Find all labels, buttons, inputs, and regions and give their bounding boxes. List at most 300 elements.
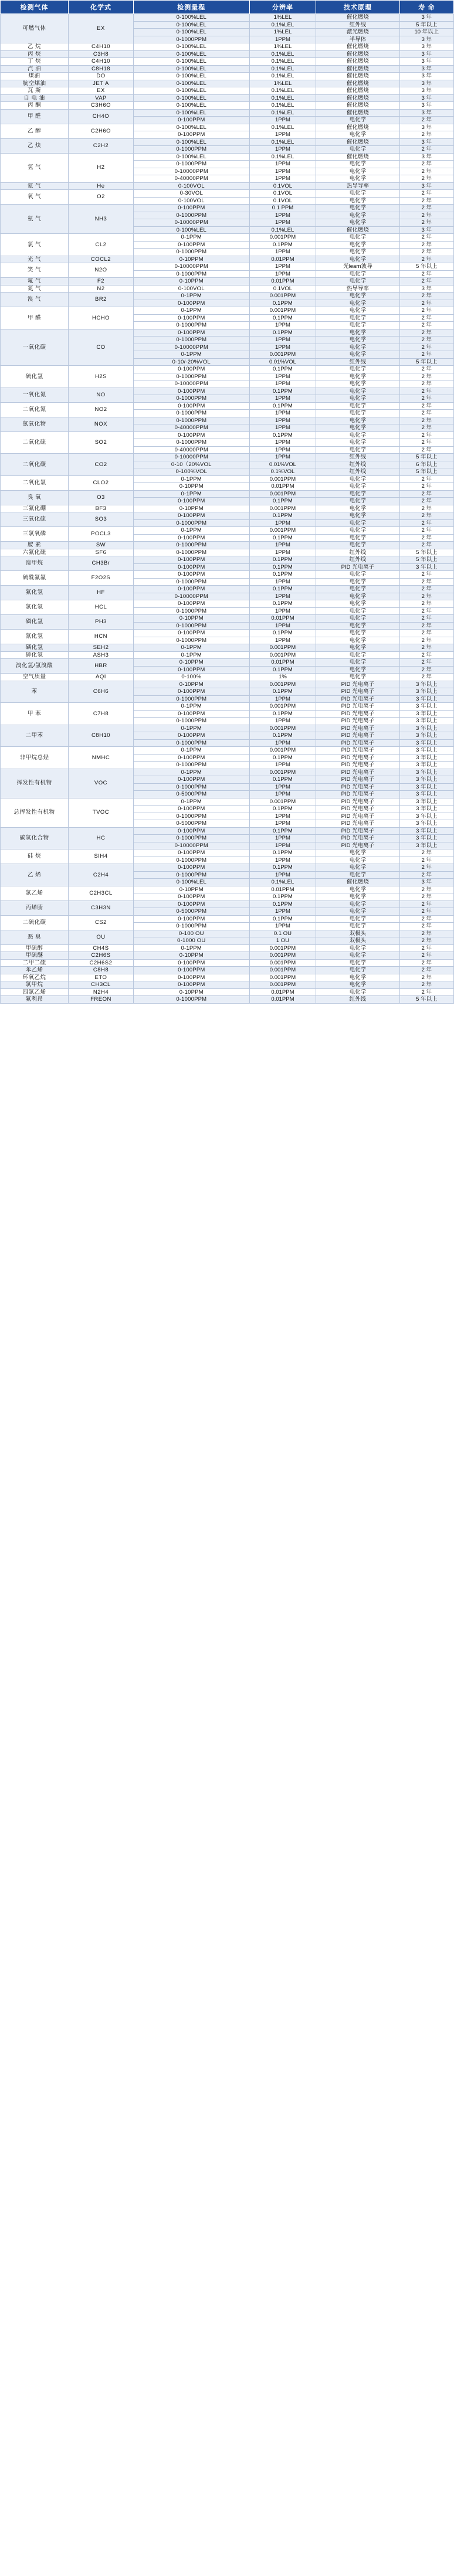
table-row: [1, 915, 454, 923]
cell-lifetime: 3 年以上: [399, 783, 453, 791]
cell-technology: 电化学: [316, 205, 399, 212]
cell-technology: PID 光电离子: [316, 827, 399, 835]
cell-resolution: 0.1PPM: [249, 776, 316, 784]
cell-detection-range: 0-40000PPM: [133, 446, 249, 454]
cell-chemical-formula: C2H6O: [69, 124, 134, 138]
table-header: [1, 1, 454, 14]
cell-detection-range: 0-1000PPM: [133, 835, 249, 842]
table-row: [1, 747, 454, 755]
cell-technology: PID 光电离子: [316, 798, 399, 806]
cell-resolution: 0.1PPM: [249, 849, 316, 857]
table-row: [1, 417, 454, 424]
cell-gas-name: 氟利昂: [1, 996, 69, 1004]
cell-detection-range: 0-1000PPM: [133, 146, 249, 154]
cell-detection-range: 0-1000PPM: [133, 923, 249, 930]
cell-technology: 电化学: [316, 300, 399, 307]
cell-detection-range: 0-100%LEL: [133, 58, 249, 66]
cell-resolution: 1PPM: [249, 835, 316, 842]
cell-gas-name: 三氯氧磷: [1, 527, 69, 542]
table-row: [1, 190, 454, 198]
cell-technology: 电化学: [316, 586, 399, 593]
table-row: [1, 944, 454, 952]
table-row: [1, 153, 454, 161]
cell-detection-range: 0-100%LEL: [133, 153, 249, 161]
cell-detection-range: 0-1PPM: [133, 527, 249, 535]
cell-detection-range: 0-100%LEL: [133, 102, 249, 110]
cell-resolution: 0.1PPM: [249, 630, 316, 637]
cell-technology: 电化学: [316, 527, 399, 535]
cell-technology: 电化学: [316, 893, 399, 901]
cell-technology: 红外线: [316, 996, 399, 1004]
cell-detection-range: 0-100PPM: [133, 366, 249, 373]
cell-detection-range: 0-100PPM: [133, 402, 249, 410]
cell-resolution: 0.1PPM: [249, 388, 316, 395]
cell-resolution: 1 OU: [249, 937, 316, 945]
table-row: [1, 952, 454, 960]
table-row: [1, 659, 454, 667]
cell-technology: 电化学: [316, 974, 399, 981]
cell-resolution: 1PPM: [249, 263, 316, 271]
table-row: [1, 988, 454, 996]
cell-technology: PID 光电离子: [316, 776, 399, 784]
cell-detection-range: 0-40000PPM: [133, 175, 249, 183]
cell-chemical-formula: ASH3: [69, 651, 134, 659]
cell-detection-range: 0-100PPM: [133, 827, 249, 835]
cell-chemical-formula: NOX: [69, 417, 134, 431]
cell-technology: 电化学: [316, 388, 399, 395]
cell-resolution: 1PPM: [249, 542, 316, 549]
cell-technology: PID 光电离子: [316, 739, 399, 747]
table-row: [1, 542, 454, 549]
cell-technology: 电化学: [316, 431, 399, 439]
cell-detection-range: 0-100%LEL: [133, 80, 249, 87]
cell-detection-range: 0-100PPM: [133, 117, 249, 124]
cell-detection-range: 0-100VOL: [133, 197, 249, 205]
cell-detection-range: 0-1000PPM: [133, 249, 249, 256]
table-row: [1, 849, 454, 857]
cell-technology: 电化学: [316, 637, 399, 644]
cell-detection-range: 0-10000PPM: [133, 454, 249, 461]
cell-technology: 电化学: [316, 475, 399, 483]
cell-detection-range: 0-100VOL: [133, 285, 249, 293]
cell-detection-range: 0-10000PPM: [133, 344, 249, 351]
cell-technology: 红外线: [316, 468, 399, 476]
cell-chemical-formula: C8H10: [69, 725, 134, 747]
cell-lifetime: 3 年以上: [399, 754, 453, 762]
cell-detection-range: 0-10000PPM: [133, 593, 249, 600]
cell-resolution: 1PPM: [249, 842, 316, 849]
cell-technology: 电化学: [316, 886, 399, 893]
table-row: [1, 285, 454, 293]
cell-resolution: 0.1VOL: [249, 182, 316, 190]
cell-detection-range: 0-10000PPM: [133, 380, 249, 388]
cell-technology: 电化学: [316, 666, 399, 674]
cell-detection-range: 0-1000PPM: [133, 161, 249, 168]
table-row: [1, 454, 454, 461]
cell-detection-range: 0-100PPM: [133, 666, 249, 674]
cell-technology: 电化学: [316, 915, 399, 923]
cell-technology: 电化学: [316, 944, 399, 952]
cell-resolution: 1PPM: [249, 117, 316, 124]
cell-resolution: 1PPM: [249, 871, 316, 879]
cell-gas-name: 环氧乙烷: [1, 974, 69, 981]
table-row: [1, 967, 454, 974]
cell-gas-name: 二硫化碳: [1, 915, 69, 930]
cell-gas-name: 溴 气: [1, 293, 69, 307]
column-header-gas: 检测气体: [1, 1, 69, 14]
cell-resolution: 0.1PPM: [249, 512, 316, 520]
cell-resolution: 0.001PPM: [249, 981, 316, 989]
cell-technology: 电化学: [316, 314, 399, 322]
cell-detection-range: 0-1000PPM: [133, 542, 249, 549]
cell-lifetime: 3 年以上: [399, 762, 453, 769]
cell-chemical-formula: EX: [69, 87, 134, 95]
cell-gas-name: 航空煤油: [1, 80, 69, 87]
cell-gas-name: 二氧化氯: [1, 475, 69, 490]
cell-lifetime: 2 年: [399, 205, 453, 212]
cell-technology: 电化学: [316, 175, 399, 183]
cell-lifetime: 3 年以上: [399, 688, 453, 696]
cell-resolution: 1%LEL: [249, 29, 316, 36]
cell-detection-range: 0-100PPM: [133, 806, 249, 813]
cell-lifetime: 2 年: [399, 366, 453, 373]
cell-lifetime: 3 年以上: [399, 769, 453, 776]
cell-chemical-formula: C6H6: [69, 681, 134, 703]
cell-gas-name: 自 电 油: [1, 94, 69, 102]
cell-resolution: 0.1PPM: [249, 366, 316, 373]
cell-resolution: 0.001PPM: [249, 952, 316, 960]
cell-technology: 热导导率: [316, 182, 399, 190]
cell-resolution: 1%LEL: [249, 80, 316, 87]
table-row: [1, 205, 454, 212]
cell-technology: 电化学: [316, 534, 399, 542]
cell-detection-range: 0-100PPM: [133, 563, 249, 571]
cell-resolution: 1PPM: [249, 410, 316, 417]
cell-detection-range: 0-100PPM: [133, 586, 249, 593]
cell-resolution: 1PPM: [249, 454, 316, 461]
cell-lifetime: 3 年以上: [399, 820, 453, 828]
cell-lifetime: 2 年: [399, 175, 453, 183]
cell-resolution: 1PPM: [249, 607, 316, 615]
cell-technology: 电化学: [316, 322, 399, 329]
cell-lifetime: 2 年: [399, 849, 453, 857]
cell-detection-range: 0-100%: [133, 674, 249, 681]
cell-lifetime: 3 年: [399, 87, 453, 95]
cell-resolution: 0.01PPM: [249, 886, 316, 893]
cell-technology: 电化学: [316, 117, 399, 124]
table-row: [1, 674, 454, 681]
cell-lifetime: 2 年: [399, 212, 453, 219]
cell-gas-name: 苯: [1, 681, 69, 703]
cell-lifetime: 2 年: [399, 542, 453, 549]
table-row: [1, 278, 454, 286]
cell-detection-range: 0-100%LEL: [133, 879, 249, 886]
cell-lifetime: 2 年: [399, 424, 453, 432]
cell-resolution: 1PPM: [249, 373, 316, 380]
cell-lifetime: 2 年: [399, 337, 453, 344]
cell-resolution: 1%LEL: [249, 14, 316, 22]
cell-chemical-formula: N2H4: [69, 988, 134, 996]
cell-resolution: 0.1PPM: [249, 600, 316, 608]
cell-lifetime: 3 年以上: [399, 827, 453, 835]
cell-gas-name: 光 气: [1, 256, 69, 263]
cell-technology: 电化学: [316, 615, 399, 623]
cell-detection-range: 0-10000PPM: [133, 263, 249, 271]
cell-gas-name: 可燃气体: [1, 14, 69, 43]
table-row: [1, 600, 454, 608]
table-row: [1, 512, 454, 520]
cell-detection-range: 0-100 OU: [133, 930, 249, 937]
cell-resolution: 1PPM: [249, 161, 316, 168]
cell-resolution: 1PPM: [249, 783, 316, 791]
cell-technology: PID 光电离子: [316, 563, 399, 571]
cell-lifetime: 2 年: [399, 197, 453, 205]
cell-technology: 红外线: [316, 358, 399, 366]
cell-resolution: 1PPM: [249, 446, 316, 454]
cell-lifetime: 2 年: [399, 651, 453, 659]
cell-gas-name: 氮 气: [1, 285, 69, 293]
cell-detection-range: 0-100PPM: [133, 710, 249, 718]
cell-technology: PID 光电离子: [316, 820, 399, 828]
cell-chemical-formula: C8H18: [69, 65, 134, 73]
cell-technology: 电化学: [316, 380, 399, 388]
cell-detection-range: 0-1000PPM: [133, 417, 249, 424]
cell-technology: 电化学: [316, 293, 399, 300]
cell-resolution: 0.1%LEL: [249, 124, 316, 131]
table-row: [1, 109, 454, 117]
cell-chemical-formula: VAP: [69, 94, 134, 102]
cell-resolution: 0.001PPM: [249, 351, 316, 359]
table-row: [1, 586, 454, 593]
cell-lifetime: 3 年以上: [399, 725, 453, 732]
cell-lifetime: 3 年以上: [399, 710, 453, 718]
cell-lifetime: 2 年: [399, 659, 453, 667]
cell-detection-range: 0-1000PPM: [133, 270, 249, 278]
cell-technology: PID 光电离子: [316, 710, 399, 718]
column-header-technology: 技术原理: [316, 1, 399, 14]
cell-chemical-formula: CL2: [69, 234, 134, 256]
cell-technology: 电化学: [316, 410, 399, 417]
cell-technology: 电化学: [316, 981, 399, 989]
cell-chemical-formula: VOC: [69, 769, 134, 798]
cell-lifetime: 2 年: [399, 402, 453, 410]
table-row: [1, 14, 454, 22]
cell-lifetime: 3 年: [399, 58, 453, 66]
cell-lifetime: 2 年: [399, 293, 453, 300]
cell-resolution: 0.001PPM: [249, 644, 316, 652]
cell-chemical-formula: C2H4: [69, 864, 134, 886]
cell-resolution: 0.001PPM: [249, 967, 316, 974]
cell-detection-range: 0-10PPM: [133, 256, 249, 263]
cell-resolution: 0.01PPM: [249, 988, 316, 996]
cell-chemical-formula: CLO2: [69, 475, 134, 490]
cell-gas-name: 挥发性有机物: [1, 769, 69, 798]
cell-technology: 催化燃烧: [316, 87, 399, 95]
cell-lifetime: 3 年: [399, 94, 453, 102]
cell-detection-range: 0-100PPM: [133, 981, 249, 989]
cell-lifetime: 2 年: [399, 981, 453, 989]
cell-technology: 电化学: [316, 270, 399, 278]
cell-resolution: 0.1PPM: [249, 534, 316, 542]
cell-lifetime: 2 年: [399, 475, 453, 483]
cell-technology: 电化学: [316, 249, 399, 256]
cell-technology: 电化学: [316, 131, 399, 139]
cell-lifetime: 2 年: [399, 622, 453, 630]
cell-technology: 电化学: [316, 439, 399, 447]
cell-resolution: 0.01PPM: [249, 256, 316, 263]
cell-gas-name: 四氯乙烯: [1, 988, 69, 996]
cell-chemical-formula: SF6: [69, 549, 134, 556]
cell-lifetime: 3 年以上: [399, 813, 453, 820]
cell-gas-name: 甲 醛: [1, 307, 69, 329]
cell-lifetime: 2 年: [399, 637, 453, 644]
cell-lifetime: 2 年: [399, 314, 453, 322]
cell-lifetime: 2 年: [399, 527, 453, 535]
cell-technology: 电化学: [316, 256, 399, 263]
cell-lifetime: 2 年: [399, 219, 453, 227]
cell-resolution: 0.1%VOL: [249, 468, 316, 476]
cell-lifetime: 2 年: [399, 974, 453, 981]
cell-lifetime: 5 年以上: [399, 454, 453, 461]
cell-resolution: 1PPM: [249, 578, 316, 586]
cell-resolution: 0.001PPM: [249, 527, 316, 535]
cell-lifetime: 5 年以上: [399, 996, 453, 1004]
cell-gas-name: 氦 气: [1, 182, 69, 190]
cell-detection-range: 0-10PPM: [133, 681, 249, 688]
cell-lifetime: 2 年: [399, 168, 453, 175]
cell-lifetime: 3 年以上: [399, 806, 453, 813]
cell-chemical-formula: JET A: [69, 80, 134, 87]
cell-detection-range: 0-100PPM: [133, 388, 249, 395]
cell-detection-range: 0-1PPM: [133, 307, 249, 315]
cell-resolution: 0.1%LEL: [249, 94, 316, 102]
cell-chemical-formula: FREON: [69, 996, 134, 1004]
table-row: [1, 505, 454, 512]
gas-sensor-spec-table: [0, 0, 454, 1004]
cell-lifetime: 2 年: [399, 600, 453, 608]
table-row: [1, 996, 454, 1004]
cell-technology: 电化学: [316, 351, 399, 359]
cell-detection-range: 0-1000PPM: [133, 607, 249, 615]
cell-gas-name: 氯化氢: [1, 600, 69, 615]
cell-technology: 催化燃烧: [316, 14, 399, 22]
cell-lifetime: 3 年: [399, 124, 453, 131]
cell-lifetime: 2 年: [399, 586, 453, 593]
cell-detection-range: 0-1000PPM: [133, 373, 249, 380]
cell-lifetime: 3 年以上: [399, 747, 453, 755]
cell-lifetime: 2 年: [399, 505, 453, 512]
cell-gas-name: 一氧化氮: [1, 388, 69, 402]
cell-lifetime: 2 年: [399, 512, 453, 520]
cell-technology: 电化学: [316, 644, 399, 652]
cell-resolution: 0.1PPM: [249, 915, 316, 923]
table-row: [1, 556, 454, 564]
table-row: [1, 94, 454, 102]
table-row: [1, 930, 454, 937]
cell-technology: 催化燃烧: [316, 109, 399, 117]
cell-gas-name: 非甲烷总烃: [1, 747, 69, 769]
table-row: [1, 138, 454, 146]
cell-chemical-formula: CH3CL: [69, 981, 134, 989]
cell-technology: PID 光电离子: [316, 703, 399, 711]
cell-lifetime: 3 年: [399, 50, 453, 58]
cell-detection-range: 0-100PPM: [133, 893, 249, 901]
cell-resolution: 1PPM: [249, 439, 316, 447]
cell-technology: 电化学: [316, 402, 399, 410]
cell-technology: PID 光电离子: [316, 806, 399, 813]
cell-technology: 电化学: [316, 366, 399, 373]
cell-detection-range: 0-100PPM: [133, 864, 249, 872]
cell-resolution: 1%: [249, 674, 316, 681]
cell-resolution: 0.1%LEL: [249, 879, 316, 886]
table-row: [1, 124, 454, 131]
cell-resolution: 0.001PPM: [249, 769, 316, 776]
cell-chemical-formula: TVOC: [69, 798, 134, 827]
cell-lifetime: 3 年: [399, 182, 453, 190]
table-row: [1, 981, 454, 989]
cell-gas-name: 氮氧化物: [1, 417, 69, 431]
cell-resolution: 0.1VOL: [249, 190, 316, 198]
cell-resolution: 0.001PPM: [249, 959, 316, 967]
cell-gas-name: 恶 臭: [1, 930, 69, 944]
cell-detection-range: 0-100PPM: [133, 776, 249, 784]
cell-technology: 电化学: [316, 952, 399, 960]
cell-lifetime: 2 年: [399, 923, 453, 930]
cell-lifetime: 2 年: [399, 871, 453, 879]
cell-gas-name: 三氟化硼: [1, 505, 69, 512]
cell-lifetime: 3 年: [399, 36, 453, 43]
cell-technology: 电化学: [316, 483, 399, 491]
cell-chemical-formula: H2: [69, 153, 134, 182]
cell-resolution: 0.1%LEL: [249, 87, 316, 95]
cell-detection-range: 0-100PPM: [133, 732, 249, 740]
cell-technology: 电化学: [316, 161, 399, 168]
cell-lifetime: 5 年以上: [399, 549, 453, 556]
cell-gas-name: 丙烯腈: [1, 900, 69, 915]
cell-technology: 电化学: [316, 967, 399, 974]
cell-detection-range: 0-5000PPM: [133, 908, 249, 916]
cell-resolution: 1PPM: [249, 270, 316, 278]
cell-technology: 催化燃烧: [316, 226, 399, 234]
cell-lifetime: 3 年以上: [399, 835, 453, 842]
cell-lifetime: 5 年以上: [399, 21, 453, 29]
cell-resolution: 0.001PPM: [249, 681, 316, 688]
table-row: [1, 234, 454, 242]
cell-detection-range: 0-1000PPM: [133, 695, 249, 703]
cell-chemical-formula: HCN: [69, 630, 134, 644]
cell-technology: 电化学: [316, 600, 399, 608]
cell-lifetime: 2 年: [399, 886, 453, 893]
cell-resolution: 0.1PPM: [249, 893, 316, 901]
cell-gas-name: 甲硫醚: [1, 952, 69, 960]
cell-technology: 电化学: [316, 622, 399, 630]
cell-technology: 电化学: [316, 674, 399, 681]
cell-detection-range: 0-100PPM: [133, 630, 249, 637]
cell-gas-name: 乙 烷: [1, 43, 69, 51]
cell-chemical-formula: C2H2: [69, 138, 134, 153]
column-header-resolution: 分辨率: [249, 1, 316, 14]
cell-lifetime: 3 年: [399, 226, 453, 234]
cell-gas-name: 空气质量: [1, 674, 69, 681]
cell-resolution: 1PPM: [249, 380, 316, 388]
cell-detection-range: 0-100PPM: [133, 600, 249, 608]
cell-lifetime: 3 年以上: [399, 703, 453, 711]
cell-resolution: 1PPM: [249, 762, 316, 769]
cell-chemical-formula: ETO: [69, 974, 134, 981]
cell-resolution: 0.1PPM: [249, 864, 316, 872]
cell-technology: 电化学: [316, 505, 399, 512]
cell-gas-name: 汽 油: [1, 65, 69, 73]
